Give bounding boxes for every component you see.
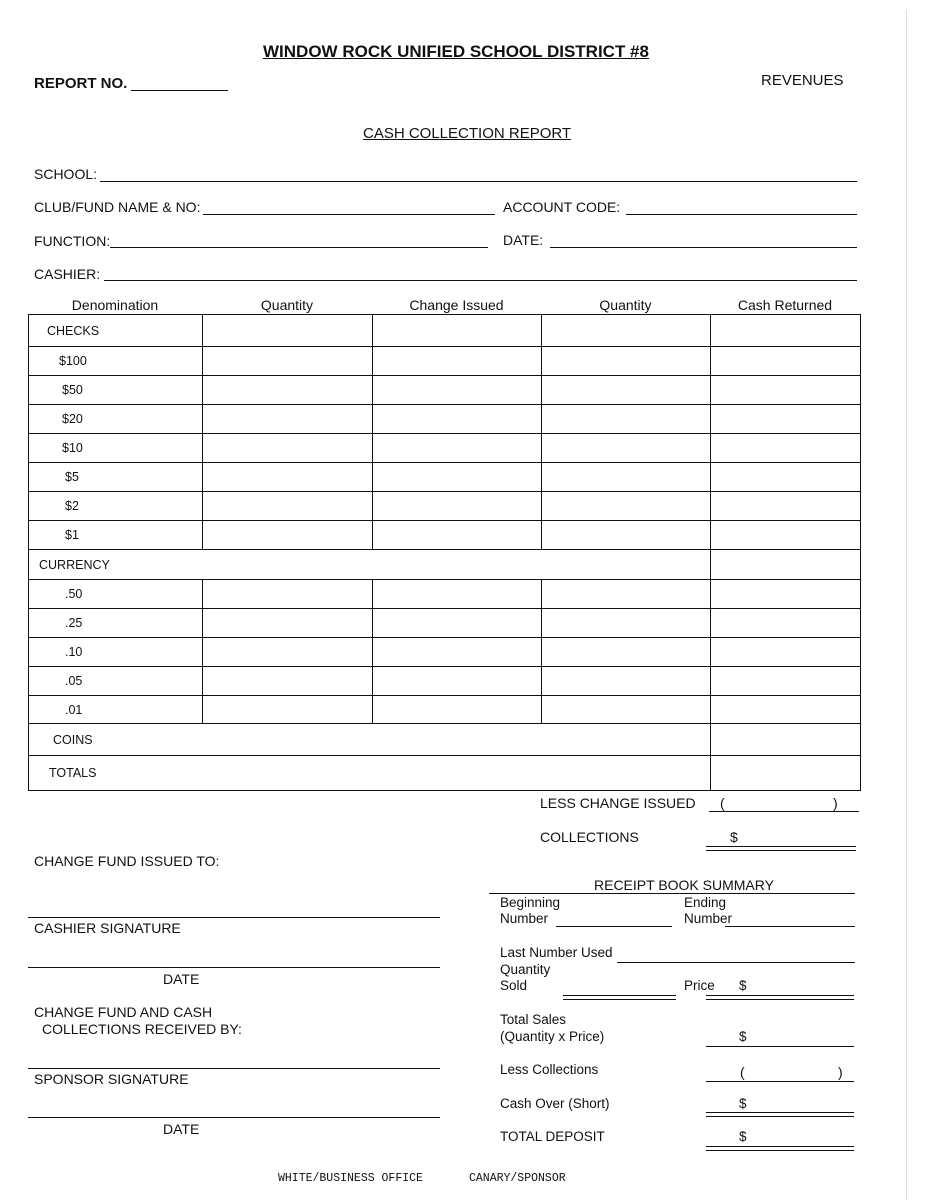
cell-quantity[interactable] xyxy=(542,463,711,492)
table-row xyxy=(29,347,861,376)
footer-canary-copy: CANARY/SPONSOR xyxy=(469,1172,566,1185)
row-label: .25 xyxy=(29,609,203,638)
date-line[interactable] xyxy=(550,247,857,248)
last-number-used-line[interactable] xyxy=(617,962,855,963)
school-label: SCHOOL: xyxy=(34,166,98,182)
row-label: TOTALS xyxy=(29,756,711,791)
table-row xyxy=(29,580,861,609)
date-label-1: DATE xyxy=(163,971,200,987)
cell-quantity[interactable] xyxy=(203,463,373,492)
page-edge xyxy=(906,10,907,1200)
row-label: CURRENCY xyxy=(29,550,711,580)
cell-quantity[interactable] xyxy=(203,609,373,638)
revenues-label: REVENUES xyxy=(761,72,844,89)
less-collections-open-paren: ( xyxy=(740,1064,745,1080)
cell-cash-returned[interactable] xyxy=(711,638,861,667)
club-fund-line[interactable] xyxy=(203,214,495,215)
cell-change-issued[interactable] xyxy=(373,667,542,696)
last-number-used-label: Last Number Used xyxy=(500,945,613,960)
collections-line[interactable] xyxy=(706,846,856,851)
table-row xyxy=(29,609,861,638)
less-change-open-paren: ( xyxy=(720,795,725,811)
cell-quantity[interactable] xyxy=(542,667,711,696)
cell-cash-returned[interactable] xyxy=(711,724,861,756)
table-row xyxy=(29,696,861,724)
table-row-merged xyxy=(29,550,861,580)
cell-quantity[interactable] xyxy=(203,696,373,724)
account-code-line[interactable] xyxy=(626,214,857,215)
qty-x-price-label: (Quantity x Price) xyxy=(500,1029,605,1044)
cell-quantity[interactable] xyxy=(542,696,711,724)
cell-quantity[interactable] xyxy=(203,315,373,347)
cash-over-dollar: $ xyxy=(739,1096,747,1111)
less-collections-label: Less Collections xyxy=(500,1062,599,1077)
cash-over-line[interactable] xyxy=(706,1112,854,1117)
club-fund-label: CLUB/FUND NAME & NO: xyxy=(34,199,201,215)
row-label: $100 xyxy=(29,347,203,376)
table-row-merged xyxy=(29,724,861,756)
cashier-signature-line[interactable] xyxy=(28,917,440,918)
cell-quantity[interactable] xyxy=(542,609,711,638)
table-row xyxy=(29,376,861,405)
beginning-number-label: Number xyxy=(500,911,549,926)
col-change-issued: Change Issued xyxy=(409,297,504,313)
total-deposit-line[interactable] xyxy=(706,1146,854,1151)
cell-quantity[interactable] xyxy=(542,405,711,434)
cell-quantity[interactable] xyxy=(542,521,711,550)
cell-cash-returned[interactable] xyxy=(711,376,861,405)
less-change-close-paren: ) xyxy=(833,795,838,811)
cell-cash-returned[interactable] xyxy=(711,696,861,724)
function-label: FUNCTION: xyxy=(34,233,111,249)
cell-quantity[interactable] xyxy=(203,405,373,434)
row-label: CHECKS xyxy=(29,315,203,347)
less-collections-line[interactable] xyxy=(706,1081,854,1082)
cell-change-issued[interactable] xyxy=(373,696,542,724)
cell-cash-returned[interactable] xyxy=(711,667,861,696)
row-label: $10 xyxy=(29,434,203,463)
cell-quantity[interactable] xyxy=(542,376,711,405)
cell-quantity[interactable] xyxy=(203,434,373,463)
table-row xyxy=(29,463,861,492)
cell-quantity[interactable] xyxy=(203,638,373,667)
change-fund-issued-to-label: CHANGE FUND ISSUED TO: xyxy=(34,853,220,869)
report-subtitle: CASH COLLECTION REPORT xyxy=(363,125,572,142)
cell-change-issued[interactable] xyxy=(373,463,542,492)
sponsor-signature-label: SPONSOR SIGNATURE xyxy=(34,1071,189,1087)
cell-quantity[interactable] xyxy=(542,347,711,376)
cell-quantity[interactable] xyxy=(203,580,373,609)
collections-dollar: $ xyxy=(730,829,738,845)
cell-cash-returned[interactable] xyxy=(711,521,861,550)
date-line-1[interactable] xyxy=(28,967,440,968)
cell-cash-returned[interactable] xyxy=(711,347,861,376)
cell-quantity[interactable] xyxy=(542,638,711,667)
cell-cash-returned[interactable] xyxy=(711,315,861,347)
ending-number-label: Number xyxy=(684,911,733,926)
less-change-issued-label: LESS CHANGE ISSUED xyxy=(540,795,696,811)
cell-cash-returned[interactable] xyxy=(711,463,861,492)
total-deposit-label: TOTAL DEPOSIT xyxy=(500,1129,605,1144)
cell-cash-returned[interactable] xyxy=(711,405,861,434)
ending-number-line[interactable] xyxy=(725,926,855,927)
cell-quantity[interactable] xyxy=(203,376,373,405)
col-quantity-2: Quantity xyxy=(599,297,652,313)
row-label: .01 xyxy=(29,696,203,724)
cell-change-issued[interactable] xyxy=(373,434,542,463)
table-row xyxy=(29,492,861,521)
less-change-line[interactable] xyxy=(709,811,859,812)
date-line-2[interactable] xyxy=(28,1117,440,1118)
account-code-label: ACCOUNT CODE: xyxy=(503,199,621,215)
cell-cash-returned[interactable] xyxy=(711,609,861,638)
cash-table xyxy=(28,314,861,791)
table-row-merged xyxy=(29,756,861,791)
cell-cash-returned[interactable] xyxy=(711,756,861,791)
table-row xyxy=(29,638,861,667)
row-label: COINS xyxy=(29,724,711,756)
cell-quantity[interactable] xyxy=(203,492,373,521)
district-title: WINDOW ROCK UNIFIED SCHOOL DISTRICT #8 xyxy=(263,42,649,61)
quantity-sold-line[interactable] xyxy=(563,995,676,1000)
row-label: $50 xyxy=(29,376,203,405)
cell-quantity[interactable] xyxy=(542,434,711,463)
cell-cash-returned[interactable] xyxy=(711,580,861,609)
cell-quantity[interactable] xyxy=(203,347,373,376)
ending-label: Ending xyxy=(684,895,727,910)
table-row xyxy=(29,315,861,347)
beginning-number-line[interactable] xyxy=(556,926,672,927)
col-cash-returned: Cash Returned xyxy=(737,297,833,313)
less-collections-close-paren: ) xyxy=(838,1064,843,1080)
cell-change-issued[interactable] xyxy=(373,376,542,405)
cashier-signature-label: CASHIER SIGNATURE xyxy=(34,920,181,936)
table-row xyxy=(29,405,861,434)
change-fund-received-line1: CHANGE FUND AND CASH xyxy=(34,1004,213,1020)
cell-change-issued[interactable] xyxy=(373,492,542,521)
price-line[interactable] xyxy=(706,995,854,1000)
cell-change-issued[interactable] xyxy=(373,347,542,376)
price-dollar: $ xyxy=(739,978,747,993)
row-label: $5 xyxy=(29,463,203,492)
cashier-label: CASHIER: xyxy=(34,266,101,282)
footer-white-copy: WHITE/BUSINESS OFFICE xyxy=(278,1172,423,1185)
cell-change-issued[interactable] xyxy=(373,405,542,434)
sold-label: Sold xyxy=(500,978,528,993)
cell-change-issued[interactable] xyxy=(373,521,542,550)
cash-over-short-label: Cash Over (Short) xyxy=(500,1096,610,1111)
cashier-line[interactable] xyxy=(104,280,857,281)
change-fund-received-line2: COLLECTIONS RECEIVED BY: xyxy=(42,1021,242,1037)
row-label: .10 xyxy=(29,638,203,667)
sponsor-signature-line[interactable] xyxy=(28,1068,440,1069)
beginning-label: Beginning xyxy=(500,895,561,910)
cell-quantity[interactable] xyxy=(542,315,711,347)
receipt-book-title: RECEIPT BOOK SUMMARY xyxy=(594,877,774,893)
cell-change-issued[interactable] xyxy=(373,609,542,638)
row-label: $2 xyxy=(29,492,203,521)
date-label-2: DATE xyxy=(163,1121,200,1137)
row-label: $1 xyxy=(29,521,203,550)
cell-change-issued[interactable] xyxy=(373,638,542,667)
report-no-line[interactable] xyxy=(131,90,228,91)
cell-cash-returned[interactable] xyxy=(711,492,861,521)
quantity-label: Quantity xyxy=(500,962,551,977)
cell-quantity[interactable] xyxy=(542,580,711,609)
table-row xyxy=(29,667,861,696)
row-label: $20 xyxy=(29,405,203,434)
cell-cash-returned[interactable] xyxy=(711,550,861,580)
row-label: .05 xyxy=(29,667,203,696)
total-sales-label: Total Sales xyxy=(500,1012,567,1027)
receipt-book-rule xyxy=(489,893,855,894)
date-label: DATE: xyxy=(503,232,544,248)
col-denomination: Denomination xyxy=(71,297,159,313)
table-row xyxy=(29,434,861,463)
row-label: .50 xyxy=(29,580,203,609)
report-no-label: REPORT NO. xyxy=(34,75,128,92)
cell-change-issued[interactable] xyxy=(373,580,542,609)
cell-quantity[interactable] xyxy=(203,667,373,696)
table-row xyxy=(29,521,861,550)
cell-quantity[interactable] xyxy=(542,492,711,521)
school-line[interactable] xyxy=(100,181,857,182)
cell-change-issued[interactable] xyxy=(373,315,542,347)
col-quantity-1: Quantity xyxy=(260,297,314,313)
total-deposit-dollar: $ xyxy=(739,1129,747,1144)
function-line[interactable] xyxy=(110,247,488,248)
price-label: Price xyxy=(684,978,715,993)
collections-label: COLLECTIONS xyxy=(540,829,639,845)
cell-cash-returned[interactable] xyxy=(711,434,861,463)
total-sales-dollar: $ xyxy=(739,1029,747,1044)
total-sales-line[interactable] xyxy=(706,1046,854,1047)
cell-quantity[interactable] xyxy=(203,521,373,550)
